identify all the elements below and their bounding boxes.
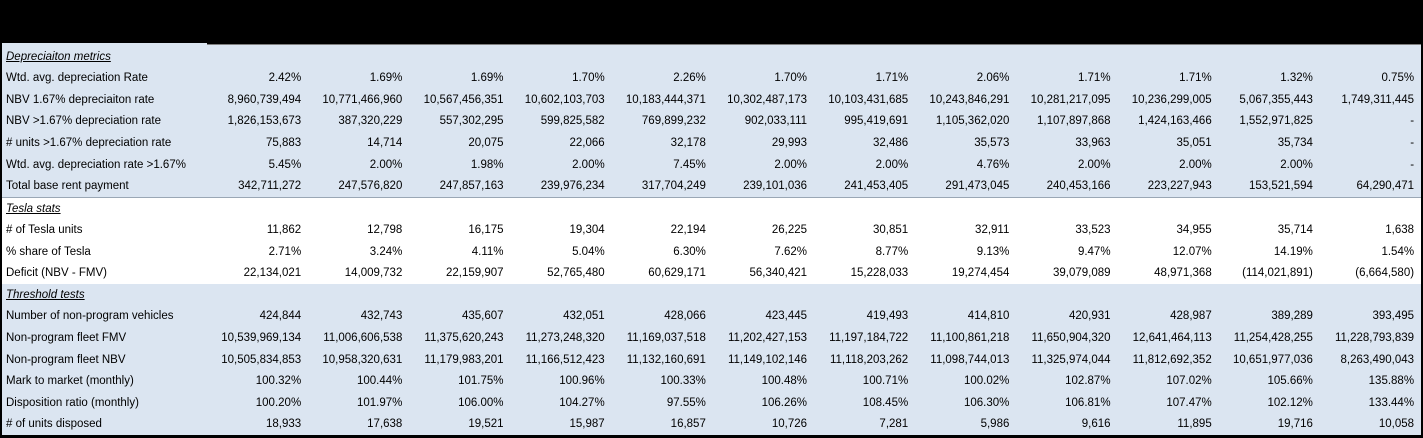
section-header-row (2, 284, 1421, 306)
cell-value: 35,573 (974, 137, 1010, 150)
cell-value: 11,169,037,518 (626, 332, 706, 345)
cell-value: - (1410, 137, 1415, 150)
cell-value: 241,453,405 (844, 180, 909, 193)
cell-value: 14,009,732 (344, 267, 403, 280)
cell-value: 1.69% (369, 72, 403, 85)
cell-value: 10,651,977,036 (1232, 353, 1313, 366)
cell-value: 247,576,820 (338, 180, 403, 193)
cell-value: 11,006,606,538 (323, 332, 403, 345)
cell-value: 239,101,036 (743, 180, 808, 193)
cell-value: 424,844 (259, 310, 302, 323)
table-row (2, 349, 1421, 371)
cell-value: 5,067,355,443 (1239, 93, 1313, 106)
cell-value: 10,103,431,685 (828, 93, 909, 106)
cell-value: 10,567,456,351 (423, 93, 504, 106)
cell-value: 2.00% (1280, 158, 1313, 171)
cell-value: 11,375,620,243 (424, 332, 504, 345)
table-row (2, 89, 1421, 111)
section-header-row (2, 46, 1421, 68)
cell-value: 10,236,299,005 (1131, 93, 1212, 106)
cell-value: - (1410, 158, 1415, 171)
cell-value: 1,105,362,020 (935, 115, 1010, 128)
cell-value: 100.33% (660, 375, 706, 388)
cell-value: 5.04% (572, 245, 605, 258)
header-column-band (207, 0, 1421, 45)
row-label: NBV >1.67% depreciation rate (6, 115, 162, 128)
section-threshold-tests (2, 284, 1421, 435)
table-row (2, 306, 1421, 328)
section-title: Threshold tests (6, 288, 85, 301)
cell-value: 414,810 (967, 310, 1010, 323)
cell-value: 387,320,229 (338, 115, 403, 128)
row-label: NBV 1.67% depreciaiton rate (6, 93, 155, 106)
cell-value: 30,851 (873, 224, 909, 237)
cell-value: 12,641,464,113 (1132, 332, 1212, 345)
cell-value: 56,340,421 (749, 267, 808, 280)
cell-value: 22,134,021 (243, 267, 302, 280)
cell-value: 22,194 (670, 224, 706, 237)
section-depreciaiton-metrics (2, 46, 1421, 198)
cell-value: 11,325,974,044 (1031, 353, 1111, 366)
cell-value: 14.19% (1273, 245, 1313, 258)
cell-value: 5,986 (980, 418, 1010, 431)
cell-value: 32,178 (670, 137, 706, 150)
cell-value: 902,033,111 (744, 115, 808, 128)
cell-value: 12.07% (1172, 245, 1212, 258)
cell-value: 153,521,594 (1248, 180, 1313, 193)
cell-value: 2.26% (673, 72, 706, 85)
cell-value: 102.87% (1065, 375, 1111, 388)
cell-value: 19,274,454 (951, 267, 1010, 280)
cell-value: 10,539,969,134 (221, 332, 302, 345)
cell-value: 100.48% (761, 375, 808, 388)
table-row (2, 132, 1421, 154)
cell-value: 14,714 (367, 137, 403, 150)
cell-value: 11,862 (266, 224, 302, 237)
cell-value: 1,826,153,673 (227, 115, 302, 128)
cell-value: - (1410, 115, 1415, 128)
cell-value: 393,495 (1372, 310, 1415, 323)
cell-value: 1.71% (1179, 72, 1212, 85)
cell-value: 106.00% (458, 396, 504, 409)
row-label: Disposition ratio (monthly) (6, 396, 139, 409)
cell-value: 100.44% (356, 375, 403, 388)
cell-value: 10,058 (1378, 418, 1415, 431)
row-label: # units >1.67% depreciation rate (6, 137, 172, 150)
row-label: % share of Tesla (6, 245, 91, 258)
cell-value: (6,664,580) (1355, 267, 1415, 280)
cell-value: 317,704,249 (641, 180, 706, 193)
cell-value: 15,228,033 (850, 267, 909, 280)
cell-value: 9,616 (1081, 418, 1111, 431)
table-row (2, 154, 1421, 176)
cell-value: 100.20% (255, 396, 302, 409)
cell-value: 11,650,904,320 (1031, 332, 1111, 345)
table-row (2, 68, 1421, 90)
cell-value: 48,971,368 (1154, 267, 1212, 280)
cell-value: 107.02% (1166, 375, 1212, 388)
cell-value: 7.62% (774, 245, 808, 258)
row-label: # of units disposed (6, 418, 102, 431)
cell-value: 64,290,471 (1356, 180, 1415, 193)
cell-value: 135.88% (1368, 375, 1415, 388)
row-label: # of Tesla units (6, 224, 83, 237)
cell-value: 1.32% (1280, 72, 1313, 85)
row-label: Non-program fleet NBV (6, 353, 126, 366)
cell-value: 428,987 (1170, 310, 1212, 323)
section-tesla-stats (2, 198, 1421, 284)
cell-value: 2.06% (976, 72, 1010, 85)
row-label: Wtd. avg. depreciation Rate (6, 72, 148, 85)
cell-value: 52,765,480 (547, 267, 605, 280)
cell-value: 10,183,444,371 (625, 93, 706, 106)
table-header-band (2, 0, 1421, 46)
cell-value: 35,051 (1176, 137, 1212, 150)
table-row (2, 392, 1421, 414)
cell-value: 1.70% (572, 72, 605, 85)
table-row (2, 413, 1421, 435)
cell-value: 2.00% (774, 158, 808, 171)
cell-value: 16,857 (670, 418, 706, 431)
cell-value: 342,711,272 (238, 180, 302, 193)
cell-value: 435,607 (461, 310, 504, 323)
cell-value: 10,726 (771, 418, 808, 431)
cell-value: 7,281 (879, 418, 909, 431)
cell-value: 423,445 (765, 310, 808, 323)
cell-value: 2.00% (875, 158, 909, 171)
cell-value: 2.71% (268, 245, 302, 258)
cell-value: 1.54% (1381, 245, 1415, 258)
row-label: Deficit (NBV - FMV) (6, 267, 107, 280)
cell-value: 35,714 (1277, 224, 1313, 237)
cell-value: 428,066 (664, 310, 706, 323)
cell-value: 32,486 (873, 137, 909, 150)
cell-value: 1.69% (470, 72, 504, 85)
cell-value: 1.70% (774, 72, 808, 85)
cell-value: 106.26% (761, 396, 808, 409)
cell-value: 12,798 (367, 224, 403, 237)
cell-value: 3.24% (369, 245, 403, 258)
cell-value: 10,281,217,095 (1030, 93, 1111, 106)
cell-value: 5.45% (268, 158, 302, 171)
cell-value: 11,202,427,153 (727, 332, 808, 345)
cell-value: 0.75% (1381, 72, 1415, 85)
cell-value: 34,955 (1176, 224, 1212, 237)
cell-value: 223,227,943 (1147, 180, 1212, 193)
cell-value: 32,911 (975, 224, 1010, 237)
row-label: Wtd. avg. depreciation rate >1.67% (6, 158, 186, 171)
cell-value: 35,734 (1277, 137, 1313, 150)
cell-value: 1.71% (1077, 72, 1111, 85)
cell-value: 11,228,793,839 (1334, 332, 1415, 345)
cell-value: 2.42% (268, 72, 302, 85)
cell-value: 22,066 (569, 137, 605, 150)
cell-value: 75,883 (265, 137, 302, 150)
cell-value: 39,079,089 (1052, 267, 1111, 280)
row-label: Total base rent payment (6, 180, 129, 193)
cell-value: 389,289 (1271, 310, 1313, 323)
cell-value: 995,419,691 (844, 115, 909, 128)
cell-value: 108.45% (862, 396, 909, 409)
cell-value: 11,179,983,201 (424, 353, 504, 366)
cell-value: 599,825,582 (540, 115, 605, 128)
cell-value: 1.98% (470, 158, 504, 171)
cell-value: 11,149,102,146 (727, 353, 808, 366)
cell-value: 419,493 (866, 310, 909, 323)
cell-value: 6.30% (673, 245, 706, 258)
cell-value: 17,638 (367, 418, 403, 431)
cell-value: 19,716 (1277, 418, 1313, 431)
cell-value: 4.11% (471, 245, 504, 258)
cell-value: 4.76% (976, 158, 1010, 171)
cell-value: 11,197,184,722 (829, 332, 909, 345)
cell-value: 10,771,466,960 (322, 93, 403, 106)
cell-value: 11,254,428,255 (1233, 332, 1313, 345)
cell-value: 102.12% (1267, 396, 1313, 409)
table-row (2, 327, 1421, 349)
cell-value: 769,899,232 (641, 115, 706, 128)
cell-value: 33,523 (1075, 224, 1111, 237)
cell-value: 29,993 (771, 137, 808, 150)
cell-value: 10,958,320,631 (322, 353, 403, 366)
cell-value: 11,812,692,352 (1132, 353, 1212, 366)
cell-value: 19,521 (468, 418, 504, 431)
table-row (2, 370, 1421, 392)
cell-value: 10,505,834,853 (221, 353, 302, 366)
section-header-row (2, 198, 1421, 220)
cell-value: 2.00% (1179, 158, 1212, 171)
cell-value: 1,552,971,825 (1239, 115, 1313, 128)
table-row (2, 263, 1421, 285)
cell-value: 10,302,487,173 (727, 93, 808, 106)
table-row (2, 111, 1421, 133)
cell-value: 101.75% (458, 375, 504, 388)
cell-value: 240,453,166 (1046, 180, 1111, 193)
cell-value: 11,273,248,320 (525, 332, 605, 345)
cell-value: 8,263,490,043 (1340, 353, 1415, 366)
table-row (2, 175, 1421, 197)
cell-value: 557,302,295 (439, 115, 504, 128)
cell-value: 1,107,897,868 (1037, 115, 1111, 128)
cell-value: 2.00% (572, 158, 605, 171)
cell-value: 100.71% (862, 375, 909, 388)
row-label: Mark to market (monthly) (6, 375, 134, 388)
cell-value: 432,051 (563, 310, 605, 323)
cell-value: 100.96% (559, 375, 605, 388)
cell-value: 133.44% (1368, 396, 1415, 409)
cell-value: 8.77% (875, 245, 909, 258)
cell-value: 1.71% (875, 72, 909, 85)
cell-value: 60,629,171 (648, 267, 706, 280)
cell-value: 239,976,234 (540, 180, 605, 193)
cell-value: 11,895 (1177, 418, 1212, 431)
cell-value: 106.30% (963, 396, 1010, 409)
section-title: Tesla stats (6, 202, 61, 215)
cell-value: 97.55% (666, 396, 706, 409)
cell-value: 26,225 (771, 224, 808, 237)
cell-value: 247,857,163 (439, 180, 504, 193)
cell-value: 20,075 (468, 137, 504, 150)
cell-value: 105.66% (1267, 375, 1313, 388)
cell-value: 1,749,311,445 (1341, 93, 1415, 106)
row-label: Number of non-program vehicles (6, 310, 174, 323)
cell-value: 11,166,512,423 (525, 353, 605, 366)
cell-value: 420,931 (1068, 310, 1111, 323)
cell-value: 2.00% (1077, 158, 1111, 171)
cell-value: 106.81% (1065, 396, 1111, 409)
cell-value: 9.47% (1077, 245, 1111, 258)
cell-value: 104.27% (559, 396, 605, 409)
cell-value: 2.00% (369, 158, 403, 171)
row-label: Non-program fleet FMV (6, 332, 127, 345)
cell-value: 11,118,203,262 (829, 353, 909, 366)
cell-value: 8,960,739,494 (227, 93, 302, 106)
table-row (2, 241, 1421, 263)
cell-value: 291,473,045 (945, 180, 1010, 193)
cell-value: (114,021,891) (1242, 267, 1313, 280)
cell-value: 10,243,846,291 (929, 93, 1010, 106)
cell-value: 101.97% (356, 396, 403, 409)
cell-value: 22,159,907 (445, 267, 504, 280)
cell-value: 11,100,861,218 (930, 332, 1010, 345)
cell-value: 10,602,103,703 (524, 93, 605, 106)
cell-value: 16,175 (468, 224, 504, 237)
cell-value: 9.13% (976, 245, 1010, 258)
cell-value: 11,098,744,013 (930, 353, 1010, 366)
cell-value: 100.02% (963, 375, 1010, 388)
table-row (2, 219, 1421, 241)
cell-value: 432,743 (360, 310, 403, 323)
table-body (2, 46, 1421, 435)
cell-value: 1,424,163,466 (1138, 115, 1212, 128)
cell-value: 15,987 (569, 418, 605, 431)
cell-value: 1,638 (1385, 224, 1415, 237)
section-title: Depreciaiton metrics (6, 50, 111, 63)
cell-value: 33,963 (1075, 137, 1111, 150)
cell-value: 107.47% (1166, 396, 1212, 409)
cell-value: 100.32% (255, 375, 302, 388)
cell-value: 7.45% (673, 158, 706, 171)
cell-value: 19,304 (569, 224, 605, 237)
cell-value: 18,933 (265, 418, 302, 431)
cell-value: 11,132,160,691 (626, 353, 706, 366)
